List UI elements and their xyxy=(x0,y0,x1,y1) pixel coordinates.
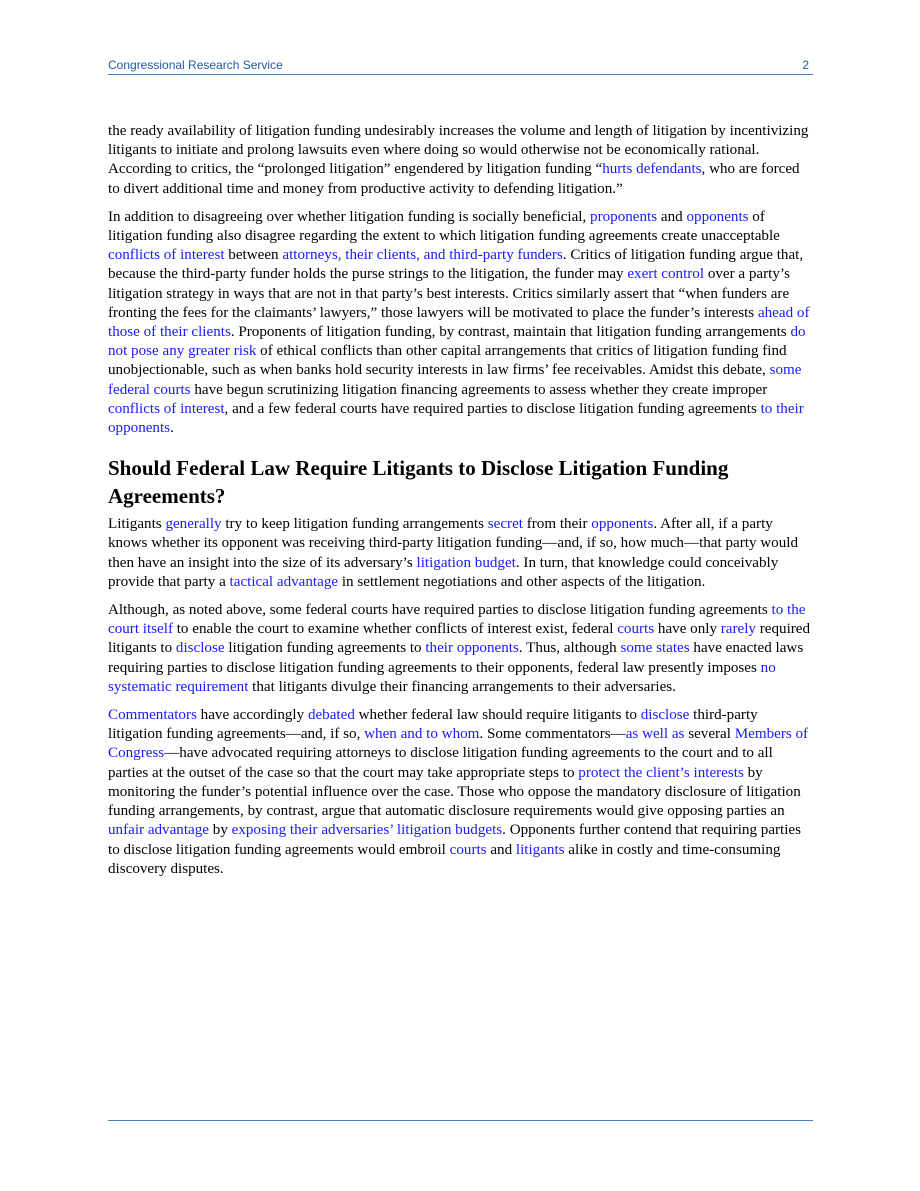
paragraph-text: between xyxy=(224,247,283,264)
paragraph-text: Litigants xyxy=(108,516,166,533)
paragraph-text: alike in costly and time-consuming discovery disputes. xyxy=(108,841,781,877)
hyperlink[interactable]: do not pose any greater risk xyxy=(108,324,806,360)
paragraph xyxy=(108,208,813,438)
hyperlink[interactable]: conflicts of interest xyxy=(108,247,225,264)
paragraph-text: several xyxy=(684,726,735,743)
hyperlink[interactable]: when and to whom xyxy=(364,726,480,743)
hyperlink[interactable]: disclose xyxy=(175,640,225,657)
hyperlink[interactable]: opponents xyxy=(686,208,749,225)
paragraph-text: required litigants to xyxy=(108,621,811,657)
paragraph-text: have only xyxy=(654,621,721,638)
hyperlink[interactable]: to the court itself xyxy=(108,602,806,638)
hyperlink[interactable]: protect the client’s interests xyxy=(578,764,744,781)
paragraph-text: . Critics of litigation funding argue that, because the third-party funder holds the purse strings to the litigation, the funder may xyxy=(108,247,804,283)
hyperlink[interactable]: their opponents xyxy=(425,640,519,657)
paragraph-text: . Proponents of litigation funding, by contrast, maintain that litigation funding arrangements xyxy=(230,324,791,341)
paragraph xyxy=(108,122,813,199)
paragraph-text: In addition to disagreeing over whether litigation funding is socially beneficial, xyxy=(108,208,591,225)
hyperlink[interactable]: exposing their adversaries’ litigation budgets xyxy=(231,822,503,839)
paragraph-text: by xyxy=(209,822,232,839)
hyperlink[interactable]: to their opponents xyxy=(108,400,804,437)
hyperlink[interactable]: some federal courts xyxy=(108,362,802,398)
paragraph-text: of litigation funding also disagree regarding the extent to which litigation funding agreements create unacceptable xyxy=(108,208,780,245)
paragraph xyxy=(108,601,813,697)
paragraph-text: . xyxy=(170,420,174,437)
paragraph-text: have enacted laws requiring parties to disclose litigation funding agreements to their opponents, federal law presently imposes xyxy=(108,640,804,676)
paragraph-text: and xyxy=(486,841,516,858)
hyperlink[interactable]: tactical advantage xyxy=(229,573,339,590)
hyperlink[interactable]: some states xyxy=(620,640,690,657)
paragraph-text: Although, as noted above, some federal courts have required parties to disclose litigation funding agreements xyxy=(108,602,772,619)
paragraph-text: that litigants divulge their financing arrangements to their adversaries. xyxy=(248,678,676,695)
paragraph-text: to enable the court to examine whether conflicts of interest exist, federal xyxy=(172,621,618,638)
paragraph-text: . Thus, although xyxy=(518,640,621,657)
header-org: Congressional Research Service xyxy=(108,58,283,72)
footer-rule xyxy=(108,1120,813,1121)
hyperlink[interactable]: litigation budget xyxy=(416,554,516,571)
paragraph-text: . After all, if a party knows whether its opponent was receiving third-party litigation funding—and, if so, how much—that party would then have an insight into the size of its adversary’s xyxy=(108,516,798,571)
hyperlink[interactable]: debated xyxy=(307,707,355,724)
hyperlink[interactable]: disclose xyxy=(640,707,690,724)
section-heading: Should Federal Law Require Litigants to Disclose Litigation Funding Agreements? xyxy=(108,456,729,509)
page-number: 2 xyxy=(802,58,809,72)
hyperlink[interactable]: hurts defendants xyxy=(602,161,702,178)
hyperlink[interactable]: Members of Congress xyxy=(108,726,809,762)
paragraph-text: over a party’s litigation strategy in ways that are not in that party’s best interests. Critics similarly assert that “when funders are fronting the fees for the claimants’ lawyers,” those lawyers will be motivated to place the funder’s interests xyxy=(108,266,790,321)
paragraph-text: of ethical conflicts than other capital arrangements that critics of litigation funding find unobjectionable, such as when banks hold security interests in law firms’ fee receivables. Amidst this debate, xyxy=(108,343,787,379)
paragraph xyxy=(108,706,813,879)
hyperlink[interactable]: as well as xyxy=(625,726,685,743)
paragraph-text: and xyxy=(657,208,687,225)
paragraph-text: try to keep litigation funding arrangements xyxy=(221,516,488,533)
hyperlink[interactable]: proponents xyxy=(590,208,658,225)
document-body xyxy=(108,122,813,888)
paragraph-text: the ready availability of litigation funding undesirably increases the volume and length of litigation by incentivizing litigants to initiate and prolong lawsuits even where doing so would otherwise not be economically rational. According to critics, the “prolonged litigation” engendered by litigation funding “ xyxy=(108,123,809,178)
hyperlink[interactable]: unfair advantage xyxy=(108,822,209,839)
hyperlink[interactable]: generally xyxy=(165,516,222,533)
paragraph-text: litigation funding agreements to xyxy=(224,640,426,657)
paragraph-text: third-party litigation funding agreements—and, if so, xyxy=(108,707,758,743)
paragraph-text: —have advocated requiring attorneys to disclose litigation funding agreements to the court and to all parties at the outset of the case so that the court may take appropriate steps to xyxy=(108,745,773,781)
hyperlink[interactable]: Commentators xyxy=(108,707,197,724)
hyperlink[interactable]: no systematic requirement xyxy=(108,659,776,695)
page-header xyxy=(108,58,813,75)
hyperlink[interactable]: courts xyxy=(449,841,487,858)
hyperlink[interactable]: ahead of those of their clients xyxy=(108,304,810,341)
paragraph-text: . In turn, that knowledge could conceivably provide that party a xyxy=(108,554,779,590)
paragraph-text: in settlement negotiations and other aspects of the litigation. xyxy=(338,573,706,590)
section-disclosure xyxy=(108,515,813,879)
paragraph-text: . Some commentators— xyxy=(479,726,626,743)
hyperlink[interactable]: secret xyxy=(487,516,523,533)
paragraph-text: from their xyxy=(522,516,592,533)
hyperlink[interactable]: attorneys, their clients, and third-party funders xyxy=(282,247,563,264)
hyperlink[interactable]: opponents xyxy=(591,516,654,533)
paragraph xyxy=(108,515,813,592)
paragraph-text: by monitoring the funder’s potential influence over the case. Those who oppose the mandatory disclosure of litigation funding arrangements, by contrast, argue that automatic disclosure requirements would give opposing parties an xyxy=(108,764,801,820)
paragraph-text: have begun scrutinizing litigation financing agreements to assess whether they create improper xyxy=(190,381,768,398)
hyperlink[interactable]: exert control xyxy=(627,266,705,283)
paragraph-text: , who are forced to divert additional time and money from productive activity to defending litigation.” xyxy=(108,161,800,197)
section-intro xyxy=(108,122,813,438)
hyperlink[interactable]: conflicts of interest xyxy=(108,400,225,417)
hyperlink[interactable]: litigants xyxy=(515,841,565,858)
paragraph-text: , and a few federal courts have required parties to disclose litigation funding agreements xyxy=(224,400,761,417)
paragraph-text: have accordingly xyxy=(196,707,308,724)
paragraph-text: whether federal law should require litigants to xyxy=(354,707,641,724)
paragraph-text: . Opponents further contend that requiring parties to disclose litigation funding agreements would embroil xyxy=(108,822,802,858)
hyperlink[interactable]: courts xyxy=(617,621,655,638)
hyperlink[interactable]: rarely xyxy=(720,621,756,638)
